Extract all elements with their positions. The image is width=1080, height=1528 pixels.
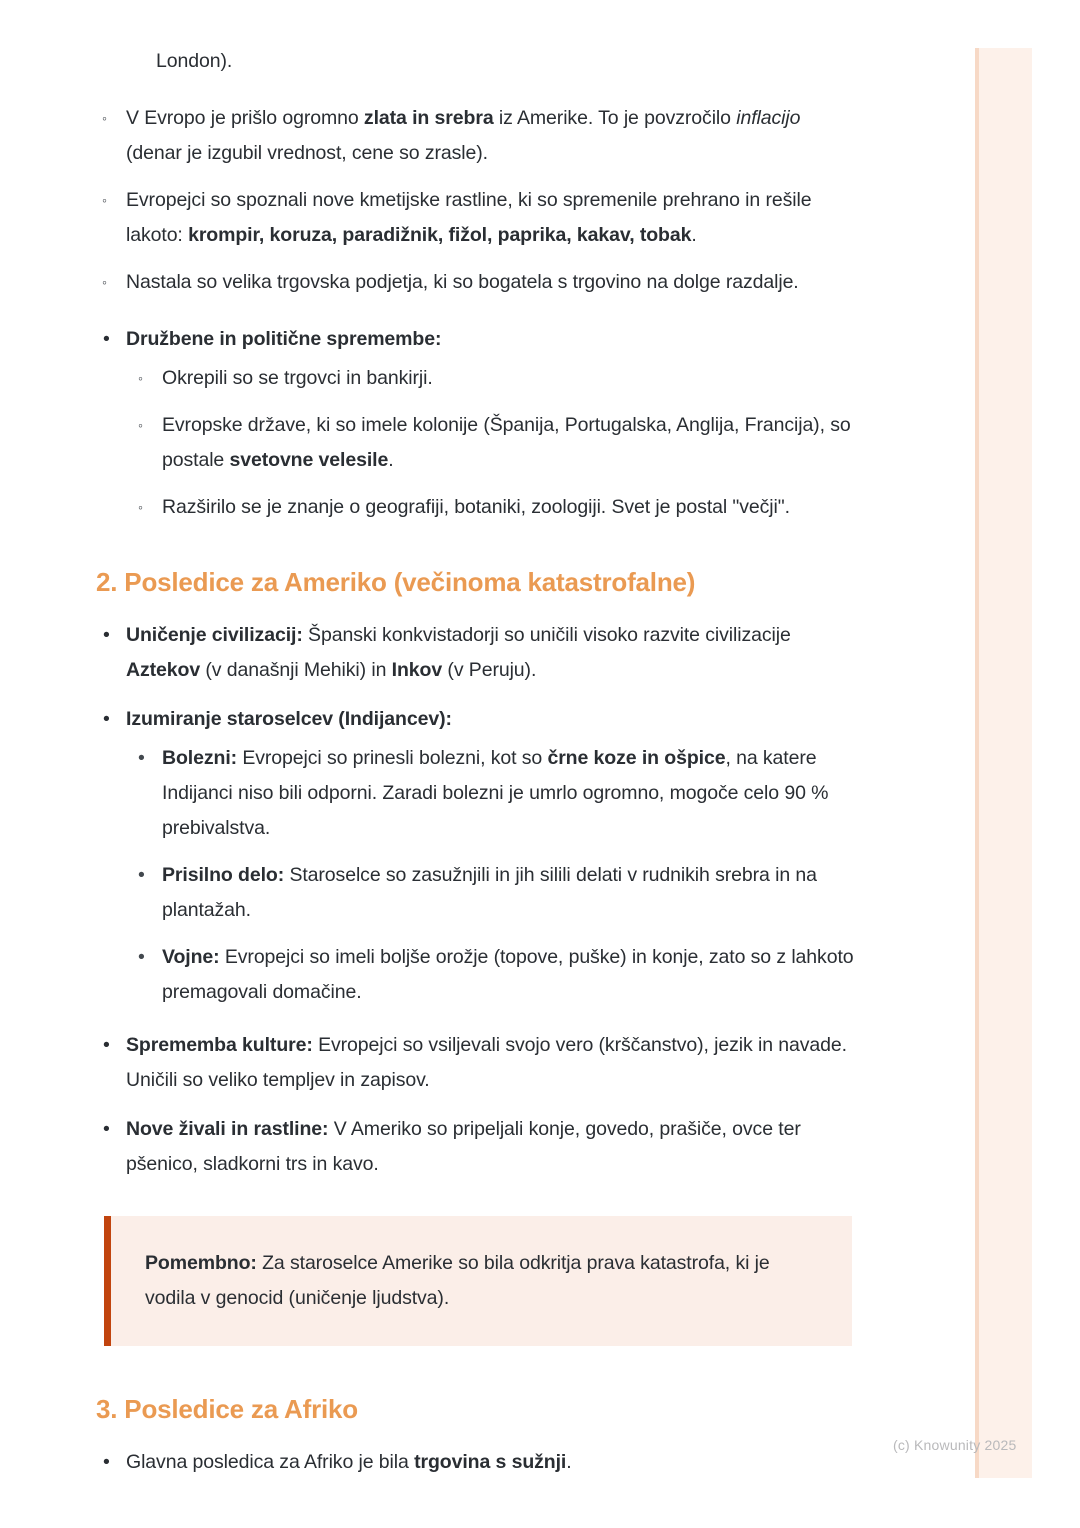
copyright-watermark: (c) Knowunity 2025 (893, 1437, 1017, 1453)
hollow-bullet-icon: ◦ (102, 110, 107, 126)
filled-bullet-icon: • (138, 747, 145, 769)
list-item-text: Evropske države, ki so imele kolonije (Španija, Portugalska, Anglija, Francija), so postale svetovne velesile. (162, 414, 851, 471)
list-item-text: Družbene in politične spremembe: (126, 328, 442, 350)
document-content (0, 44, 940, 1480)
list-item (132, 858, 860, 928)
filled-bullet-icon: • (103, 328, 110, 350)
spacer (96, 312, 860, 322)
important-callout (104, 1216, 852, 1346)
callout-text: Pomembno: Za staroselce Amerike so bila odkritja prava katastrofa, ki je vodila v genocid (uničenje ljudstva). (145, 1252, 770, 1309)
hollow-bullet-icon: ◦ (102, 274, 107, 290)
economic-consequences-list (96, 101, 860, 300)
list-item-text: Okrepili so se trgovci in bankirji. (162, 367, 433, 389)
list-item-text: V Evropo je prišlo ogromno zlata in srebra iz Amerike. To je povzročilo inflacijo (denar je izgubil vrednost, cene so zrasle). (126, 107, 801, 164)
filled-bullet-icon: • (138, 946, 145, 968)
list-item (132, 408, 860, 478)
decorative-edge-strip (975, 48, 1032, 1478)
list-item-text: Bolezni: Evropejci so prinesli bolezni, kot so črne koze in ošpice, na katere Indijanci niso bili odporni. Zaradi bolezni je umrlo ogromno, mogoče celo 90 % prebivalstva. (162, 747, 829, 839)
list-item (96, 618, 860, 688)
filled-bullet-icon: • (103, 708, 110, 730)
list-item-text: Izumiranje staroselcev (Indijancev): (126, 708, 452, 730)
list-item (96, 1028, 860, 1098)
section-heading-3: 3. Posledice za Afriko (96, 1394, 358, 1424)
section-heading-2: 2. Posledice za Ameriko (večinoma katastrofalne) (96, 567, 696, 597)
list-item-text: Glavna posledica za Afriko je bila trgovina s sužnji. (126, 1451, 572, 1473)
social-changes-list (96, 322, 860, 525)
list-item-text: Razširilo se je znanje o geografiji, botaniki, zoologiji. Svet je postal "večji". (162, 496, 790, 518)
list-item (132, 361, 860, 396)
hollow-bullet-icon: ◦ (138, 499, 143, 515)
section3-list (96, 1445, 860, 1480)
list-item (96, 702, 860, 1010)
list-item (96, 1112, 860, 1182)
hollow-bullet-icon: ◦ (138, 370, 143, 386)
list-item-text: Vojne: Evropejci so imeli boljše orožje (topove, puške) in konje, zato so z lahkoto premagovali domačine. (162, 946, 854, 1003)
list-item-text: Nastala so velika trgovska podjetja, ki so bogatela s trgovino na dolge razdalje. (126, 271, 799, 293)
social-changes-sublist (132, 361, 860, 525)
section2-list (96, 618, 860, 1182)
list-item (96, 1445, 860, 1480)
filled-bullet-icon: • (103, 1118, 110, 1140)
list-item-text: Nove živali in rastline: V Ameriko so pripeljali konje, govedo, prašiče, ovce ter pšenico, sladkorni trs in kavo. (126, 1118, 801, 1175)
filled-bullet-icon: • (103, 624, 110, 646)
list-item (132, 940, 860, 1010)
list-item (96, 322, 860, 525)
filled-bullet-icon: • (103, 1034, 110, 1056)
list-item (96, 183, 860, 253)
list-item (132, 741, 860, 846)
orphan-continuation-line: London). (156, 50, 233, 72)
list-item-text: Sprememba kulture: Evropejci so vsiljevali svojo vero (krščanstvo), jezik in navade. Uničili so veliko templjev in zapisov. (126, 1034, 847, 1091)
filled-bullet-icon: • (138, 864, 145, 886)
list-item (132, 490, 860, 525)
hollow-bullet-icon: ◦ (102, 192, 107, 208)
filled-bullet-icon: • (103, 1451, 110, 1473)
list-item (96, 101, 860, 171)
hollow-bullet-icon: ◦ (138, 417, 143, 433)
list-item-text: Uničenje civilizacij: Španski konkvistadorji so uničili visoko razvite civilizacije Aztekov (v današnji Mehiki) in Inkov (v Peruju). (126, 624, 791, 681)
list-item-text: Evropejci so spoznali nove kmetijske rastline, ki so spremenile prehrano in rešile lakoto: krompir, koruza, paradižnik, fižol, paprika, kakav, tobak. (126, 189, 812, 246)
list-item (96, 265, 860, 300)
decorative-edge-rule (975, 48, 979, 1478)
list-item-text: Prisilno delo: Staroselce so zasužnjili in jih silili delati v rudnikih srebra in na plantažah. (162, 864, 817, 921)
extinction-sublist (132, 741, 860, 1010)
